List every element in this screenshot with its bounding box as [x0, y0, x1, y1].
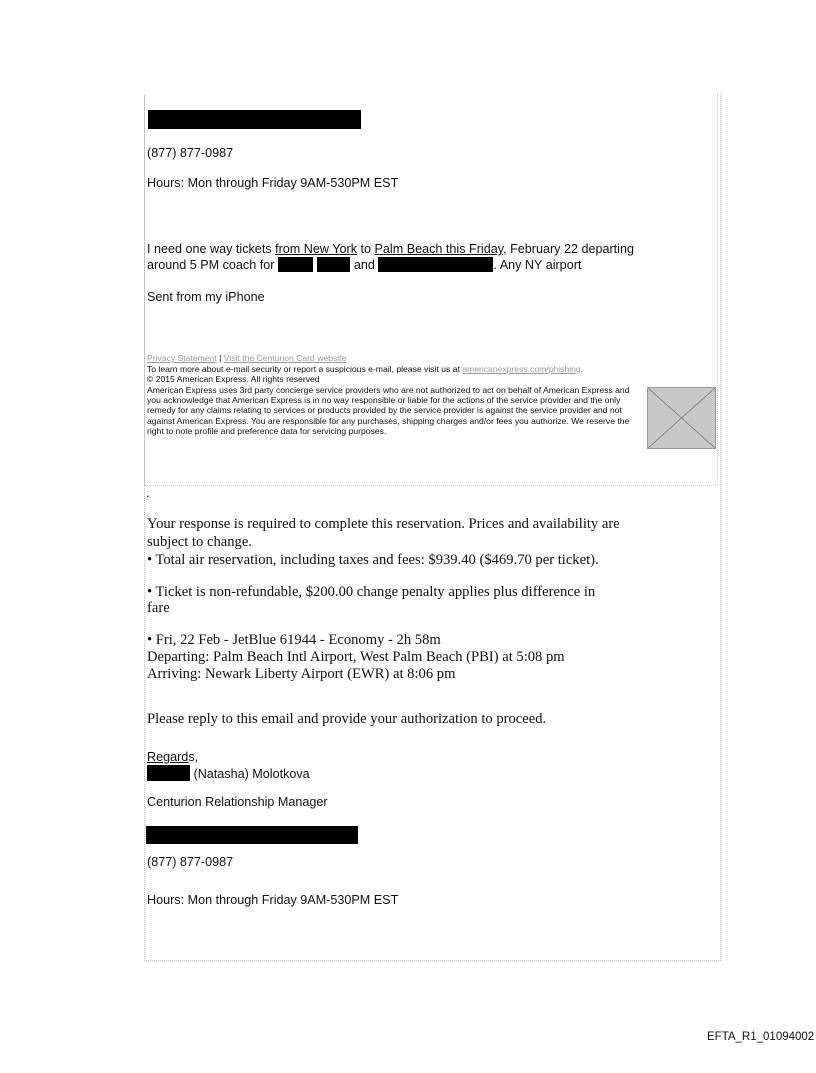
reply-hours: Hours: Mon through Friday 9AM-530PM EST	[147, 893, 399, 907]
text: to	[357, 242, 375, 256]
text: Regard	[147, 750, 189, 764]
privacy-statement-link[interactable]: Privacy Statement	[147, 353, 217, 363]
security-note	[147, 364, 717, 374]
quoted-phone: (877) 877-0987	[147, 146, 234, 160]
text: To learn more about e-mail security or report a suspicious e-mail, please visit us at	[147, 363, 463, 374]
refund-bullet-cont: fare	[147, 600, 170, 616]
flight-bullet: • Fri, 22 Feb - JetBlue 61944 - Economy - 2h 58m	[147, 632, 441, 648]
phishing-link[interactable]: americanexpress.com/phishing	[462, 363, 581, 374]
text: (Natasha) Molotkova	[190, 767, 310, 781]
quoted-hours: Hours: Mon through Friday 9AM-530PM EST	[147, 176, 399, 190]
arriving: Arriving: Newark Liberty Airport (EWR) at 8:06 pm	[147, 666, 456, 682]
broken-image-icon	[647, 387, 716, 449]
sender-name	[147, 765, 310, 782]
separator: |	[219, 353, 222, 363]
copyright: © 2015 American Express. All rights reserved	[147, 374, 320, 384]
request-line-2	[147, 257, 581, 273]
text: .	[580, 363, 584, 374]
reply-phone: (877) 877-0987	[147, 855, 234, 869]
intro-line-1: Your response is required to complete this reservation. Prices and availability are	[147, 516, 620, 532]
redaction	[148, 110, 361, 129]
redaction	[317, 257, 350, 272]
sent-from-iphone: Sent from my iPhone	[147, 290, 265, 304]
link-from-new-york[interactable]: from New York	[275, 242, 357, 256]
text: , February 22 departing	[503, 242, 634, 256]
text: I need one way tickets	[147, 242, 276, 256]
sender-title: Centurion Relationship Manager	[147, 795, 328, 809]
departing: Departing: Palm Beach Intl Airport, West Palm Beach (PBI) at 5:08 pm	[147, 649, 565, 665]
text: and	[353, 258, 375, 272]
request-line-1	[147, 242, 634, 257]
text: around 5 PM coach for	[147, 258, 278, 272]
redaction	[146, 826, 358, 844]
refund-bullet: • Ticket is non-refundable, $200.00 change penalty applies plus difference in	[147, 584, 596, 600]
total-bullet: • Total air reservation, including taxes and fees: $939.40 ($469.70 per ticket).	[147, 552, 599, 568]
intro-line-2: subject to change.	[147, 534, 252, 550]
centurion-website-link[interactable]: Visit the Centurion Card website	[223, 353, 347, 363]
text: . Any NY airport	[493, 258, 582, 272]
document-id: EFTA_R1_01094002	[707, 1031, 815, 1043]
please-reply: Please reply to this email and provide your authorization to proceed.	[147, 711, 547, 727]
link-palm-beach-friday[interactable]: Palm Beach this Friday	[374, 242, 504, 256]
dot: .	[146, 486, 150, 500]
redaction	[378, 257, 493, 272]
redaction	[147, 765, 190, 781]
redaction	[278, 257, 313, 272]
disclaimer: American Express uses 3rd party concierge service providers who are not authorized to act on behalf of American Express and you acknowledge that American Express is in no way responsible or liable for the actions of the service provider and the only remedy for any claims relating to services or products provided by the service provider is against the service provider and not against American Express. You are responsible for any purchases, shipping charges and/or fees you authorize. We reserve the right to note profile and preference data for servicing purposes.	[147, 384, 630, 437]
footer-links	[147, 353, 707, 363]
text: s,	[188, 750, 199, 764]
regards	[147, 750, 198, 765]
